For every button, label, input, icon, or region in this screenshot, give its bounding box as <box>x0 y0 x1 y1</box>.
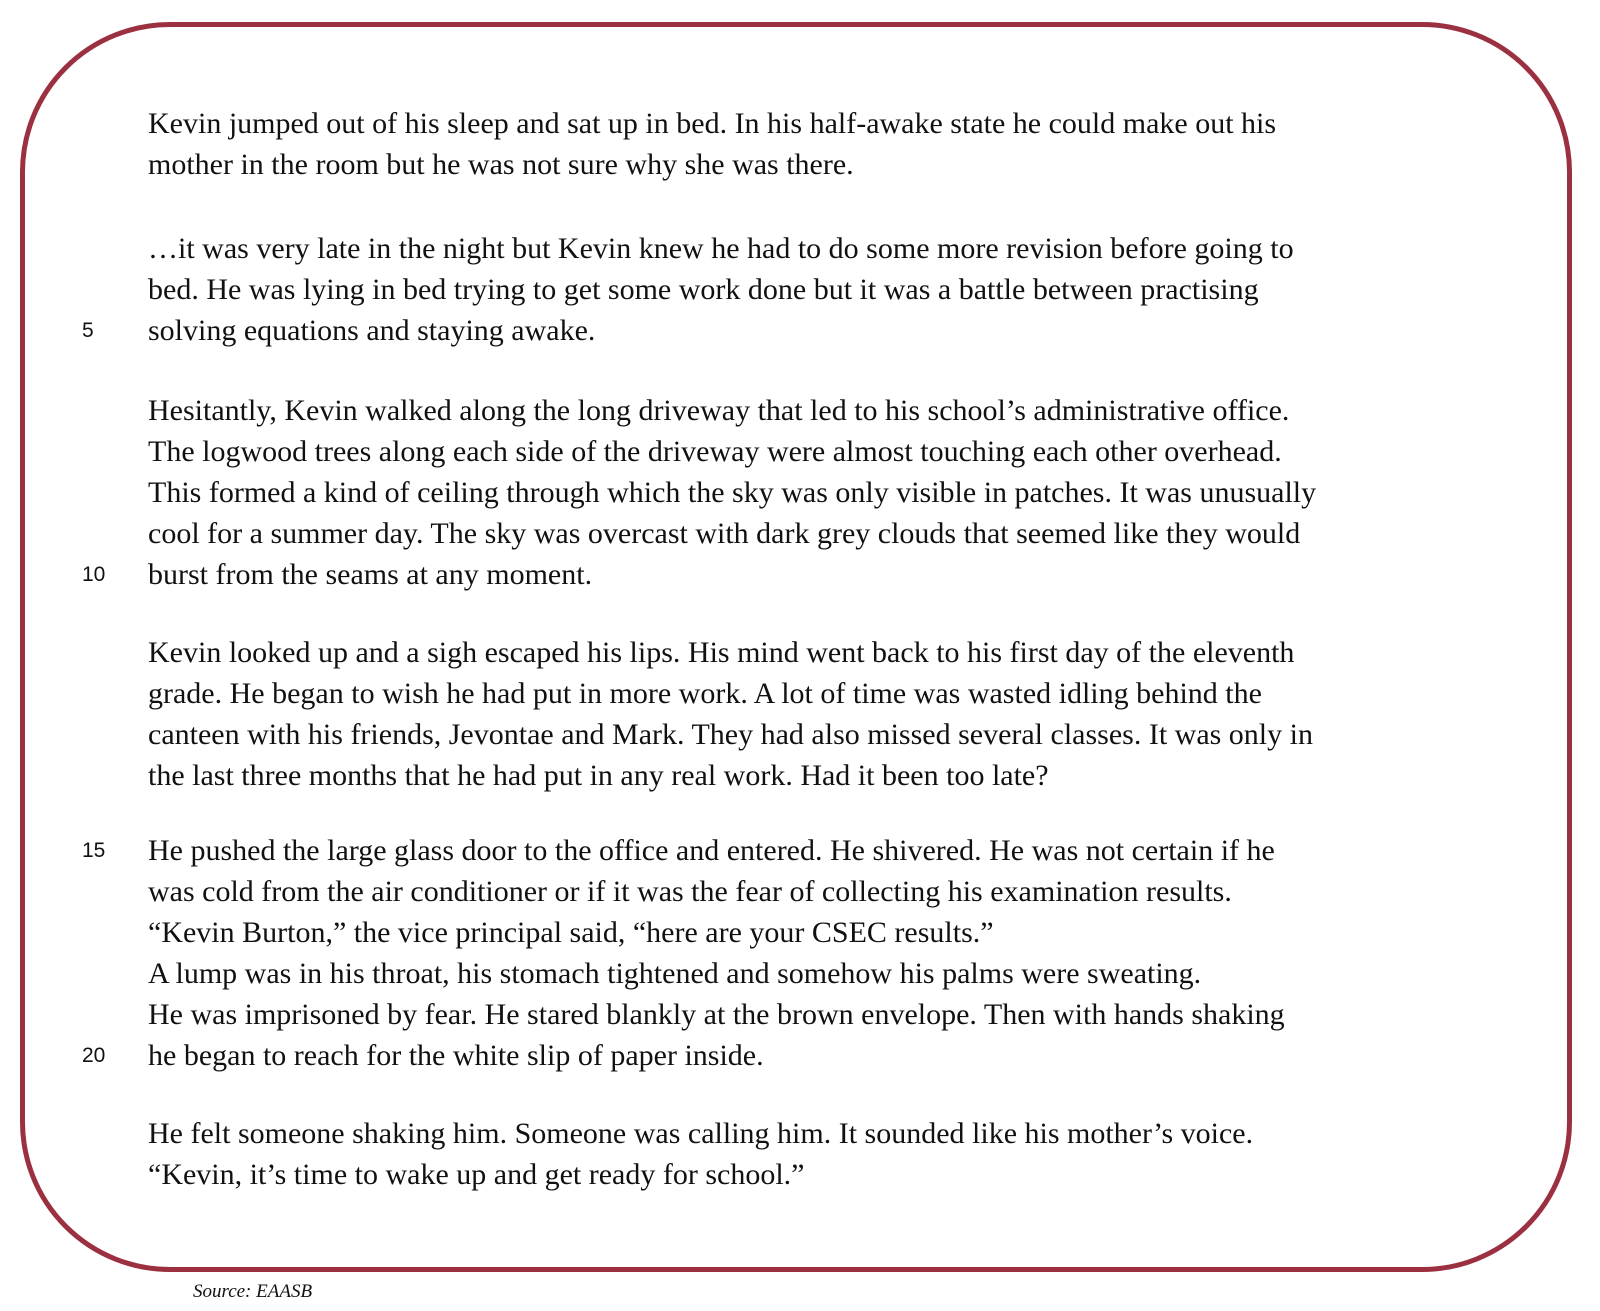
text-line: …it was very late in the night but Kevin knew he had to do some more revision before going to <box>148 232 1294 265</box>
text-line: “Kevin Burton,” the vice principal said, “here are your CSEC results.” <box>148 916 994 949</box>
line-number-15: 15 <box>82 839 106 862</box>
text-line: cool for a summer day. The sky was overcast with dark grey clouds that seemed like they would <box>148 517 1301 550</box>
text-line: grade. He began to wish he had put in more work. A lot of time was wasted idling behind the <box>148 677 1262 710</box>
text-line: the last three months that he had put in any real work. Had it been too late? <box>148 759 1049 792</box>
text-line: He was imprisoned by fear. He stared blankly at the brown envelope. Then with hands shaking <box>148 998 1285 1031</box>
line-number-20: 20 <box>82 1044 106 1067</box>
text-line: This formed a kind of ceiling through which the sky was only visible in patches. It was unusually <box>148 476 1317 509</box>
text-line: Kevin looked up and a sigh escaped his lips. His mind went back to his first day of the eleventh <box>148 636 1295 669</box>
text-line: solving equations and staying awake. <box>148 314 596 347</box>
text-line: mother in the room but he was not sure why she was there. <box>148 148 854 181</box>
text-line: Kevin jumped out of his sleep and sat up in bed. In his half-awake state he could make out his <box>148 107 1277 140</box>
paragraph-1 <box>148 103 1488 185</box>
line-number-10: 10 <box>82 563 106 586</box>
text-line: canteen with his friends, Jevontae and Mark. They had also missed several classes. It was only in <box>148 718 1313 751</box>
text-line: he began to reach for the white slip of paper inside. <box>148 1039 764 1072</box>
paragraph-4 <box>148 632 1488 796</box>
text-line: bed. He was lying in bed trying to get some work done but it was a battle between practising <box>148 273 1259 306</box>
text-line: He pushed the large glass door to the office and entered. He shivered. He was not certain if he <box>148 834 1275 867</box>
text-line: Hesitantly, Kevin walked along the long driveway that led to his school’s administrative office. <box>148 394 1290 427</box>
line-number-5: 5 <box>82 319 94 342</box>
text-line: A lump was in his throat, his stomach tightened and somehow his palms were sweating. <box>148 957 1202 990</box>
paragraph-2 <box>148 228 1488 351</box>
paragraph-6 <box>148 1113 1488 1195</box>
text-line: burst from the seams at any moment. <box>148 558 593 591</box>
paragraph-3 <box>148 390 1488 595</box>
text-line: was cold from the air conditioner or if it was the fear of collecting his examination results. <box>148 875 1232 908</box>
paragraph-5 <box>148 830 1488 1076</box>
text-line: “Kevin, it’s time to wake up and get ready for school.” <box>148 1158 805 1191</box>
text-line: He felt someone shaking him. Someone was calling him. It sounded like his mother’s voice. <box>148 1117 1254 1150</box>
text-line: The logwood trees along each side of the driveway were almost touching each other overhead. <box>148 435 1282 468</box>
source-citation: Source: EAASB <box>193 1281 313 1302</box>
